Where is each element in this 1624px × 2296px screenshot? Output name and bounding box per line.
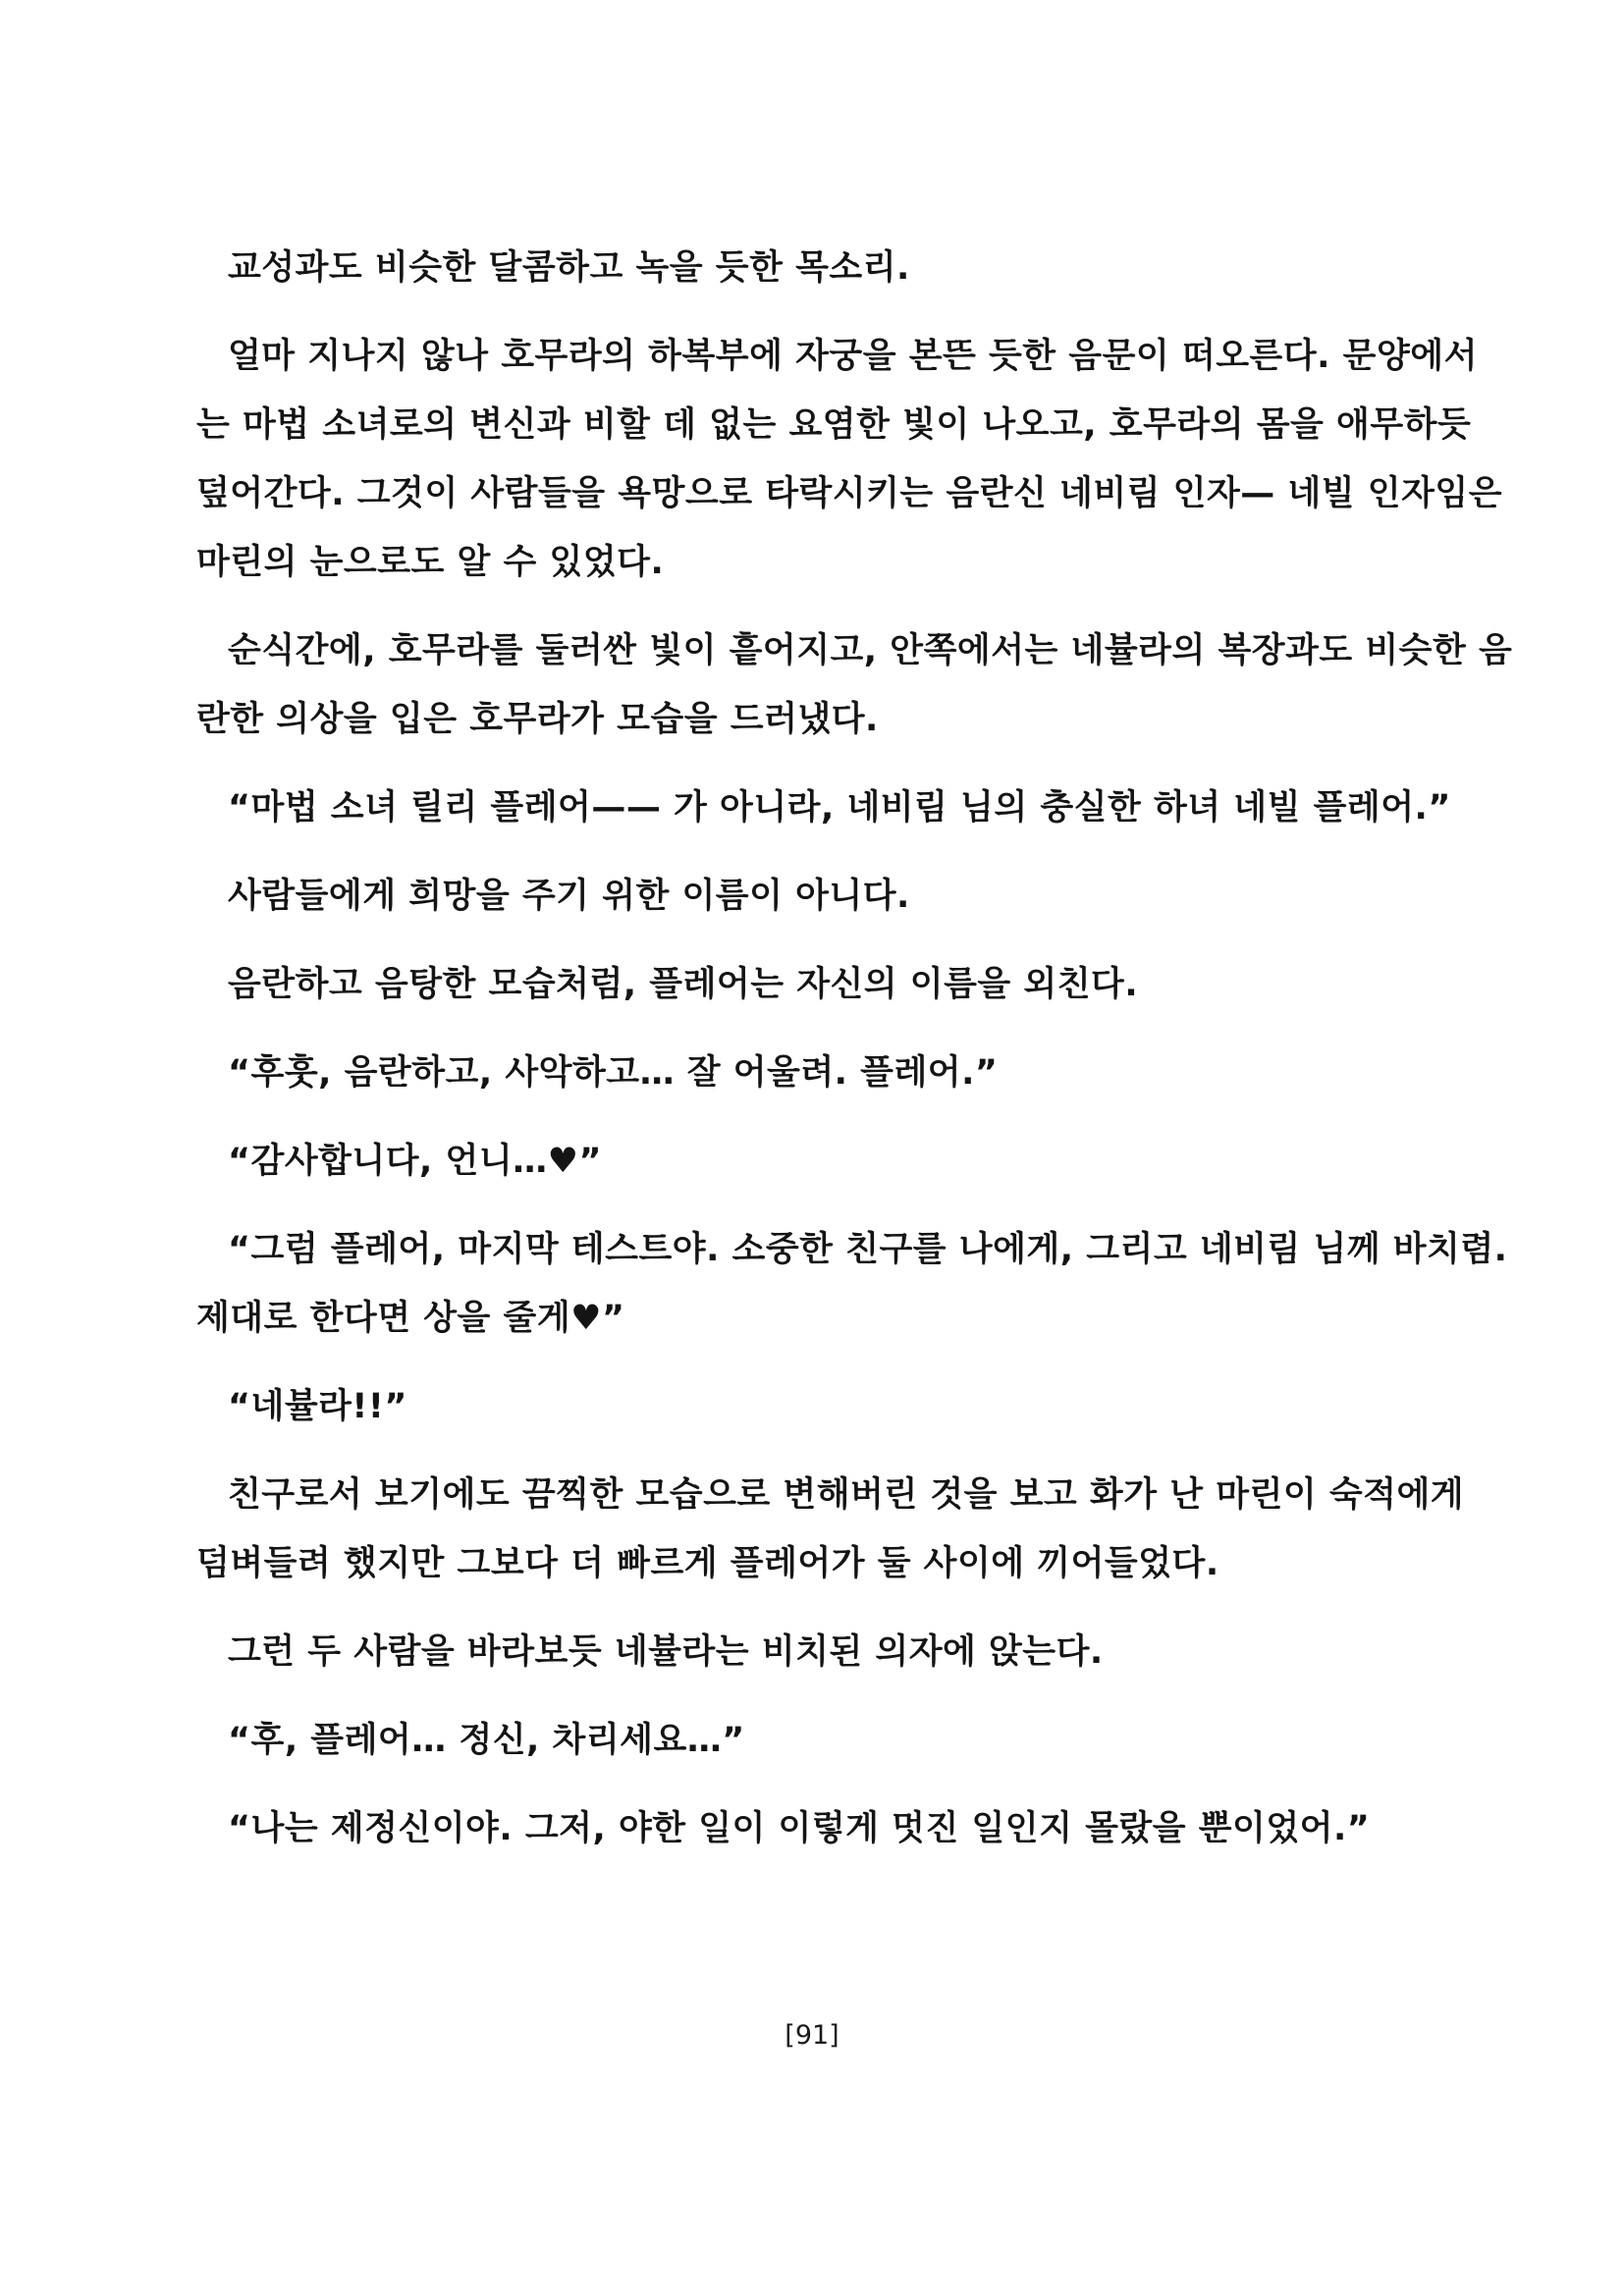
text-line: 는 마법 소녀로의 변신과 비할 데 없는 요염한 빛이 나오고, 호무라의 몸을 애무하듯 xyxy=(196,405,1472,445)
text-line: “감사합니다, 언니…♥” xyxy=(228,1142,603,1181)
page-number: [91] xyxy=(785,2020,839,2051)
text-line: 그런 두 사람을 바라보듯 네뷸라는 비치된 의자에 앉는다. xyxy=(228,1632,1104,1672)
text-line: 음란하고 음탕한 모습처럼, 플레어는 자신의 이름을 외친다. xyxy=(228,965,1139,1004)
text-line: 친구로서 보기에도 끔찍한 모습으로 변해버린 것을 보고 화가 난 마린이 숙적에게 xyxy=(228,1475,1465,1515)
text-line: 순식간에, 호무라를 둘러싼 빛이 흩어지고, 안쪽에서는 네뷸라의 복장과도 비슷한 음 xyxy=(228,631,1513,670)
text-line: 마린의 눈으로도 알 수 있었다. xyxy=(196,543,665,582)
text-line: “그럼 플레어, 마지막 테스트야. 소중한 친구를 나에게, 그리고 네비림 님께 바치렴. xyxy=(228,1230,1508,1269)
text-line: 제대로 한다면 상을 줄게♥” xyxy=(196,1299,625,1338)
text-line: “후훗, 음란하고, 사악하고… 잘 어울려. 플레어.” xyxy=(228,1053,999,1093)
text-line: “나는 제정신이야. 그저, 야한 일이 이렇게 멋진 일인지 몰랐을 뿐이었어.” xyxy=(228,1809,1371,1848)
text-line: 란한 의상을 입은 호무라가 모습을 드러냈다. xyxy=(196,700,879,739)
text-line: 덮어간다. 그것이 사람들을 욕망으로 타락시키는 음란신 네비림 인자— 네빌 인자임은 xyxy=(196,474,1503,513)
text-line: 얼마 지나지 않나 호무라의 하복부에 자궁을 본뜬 듯한 음문이 떠오른다. 문양에서 xyxy=(228,337,1478,376)
text-line: 사람들에게 희망을 주기 위한 이름이 아니다. xyxy=(228,877,910,916)
text-line: 교성과도 비슷한 달콤하고 녹을 듯한 목소리. xyxy=(228,248,910,288)
text-line: 덤벼들려 했지만 그보다 더 빠르게 플레어가 둘 사이에 끼어들었다. xyxy=(196,1544,1219,1583)
text-line: “마법 소녀 릴리 플레어—— 가 아니라, 네비림 님의 충실한 하녀 네빌 플레어.” xyxy=(228,788,1451,828)
text-line: “네뷸라!!” xyxy=(228,1387,407,1426)
text-line: “후, 플레어… 정신, 차리세요…” xyxy=(228,1721,745,1760)
